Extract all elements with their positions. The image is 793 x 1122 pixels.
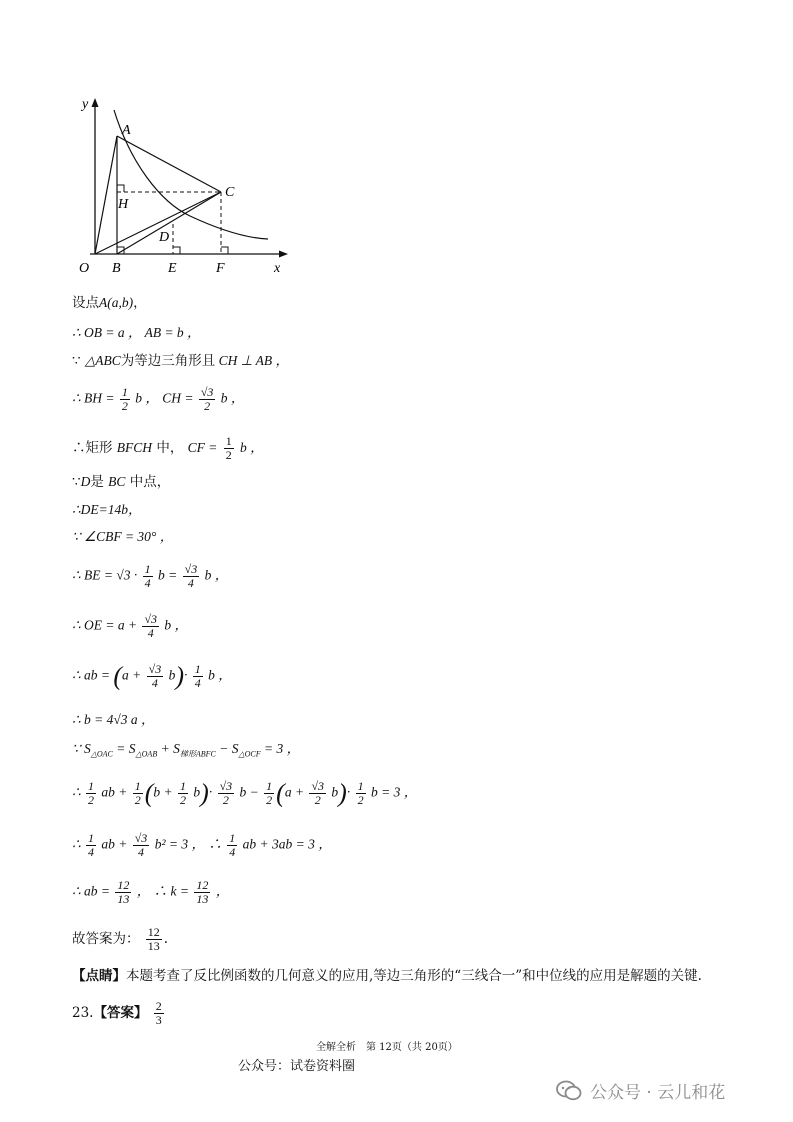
step-3-because: ∵ <box>72 353 85 369</box>
comment-text: 本题考查了反比例函数的几何意义的应用,等边三角形的“三线合一”和中位线的应用是解题的关键. <box>126 968 702 984</box>
step-1-text: 设点 <box>72 295 99 311</box>
fraction-one-half: $\frac{1}{2}$ <box>225 434 232 462</box>
fraction-twelve-thirteenths: $\frac{12}{13}$ <box>147 925 160 953</box>
step-10-part-b: b ， <box>164 617 189 633</box>
subscript-trapezoid: 梯形ABFC <box>179 749 216 759</box>
fraction-root3-over-4: $\frac{√3}{4}$ <box>144 612 158 640</box>
step-15-part-b: ab + <box>101 836 128 852</box>
step-12: ∴ b = 4√3 a ， <box>72 712 155 727</box>
step-5-part-d: CF = <box>187 440 218 455</box>
fraction-one-quarter: $\frac{1}{4}$ <box>144 562 151 590</box>
fraction-twelve-thirteenths: $\frac{12}{13}$ <box>196 878 209 906</box>
step-7: ∴DE=14b， <box>72 502 142 517</box>
geometry-figure <box>70 92 300 282</box>
fraction-root3-over-2: $\frac{√3}{2}$ <box>311 779 325 807</box>
step-8: ∵ ∠CBF = 30° ， <box>72 529 174 544</box>
comment-tag: 【点睛】 <box>72 968 126 984</box>
step-5-part-a: ∴矩形 <box>72 440 113 456</box>
step-11-part-b: a + <box>122 667 142 683</box>
label-A: A <box>122 123 131 138</box>
step-16 <box>72 879 229 906</box>
step-11-dot: · <box>184 667 188 683</box>
right-angle-H <box>117 185 124 192</box>
step-4-part-a: ∴ BH = <box>72 390 115 406</box>
fraction-root3-over-4: $\frac{√3}{4}$ <box>184 562 198 590</box>
step-14-dot: · <box>208 784 213 800</box>
step-6-segment: BC <box>108 474 126 489</box>
step-6 <box>72 472 170 492</box>
step-11-part-c: b <box>168 667 176 683</box>
final-answer <box>72 926 168 953</box>
step-16-part-a: ∴ ab = <box>72 883 110 899</box>
label-E: E <box>168 261 177 276</box>
answer-tag: 【答案】 <box>93 1005 148 1021</box>
label-O: O <box>79 261 90 276</box>
step-2: ∴ OB = a ， AB = b ， <box>72 325 201 340</box>
step-13-part-d: − S <box>215 741 239 756</box>
comment-line <box>72 966 702 986</box>
step-15 <box>72 832 332 859</box>
step-5 <box>72 435 264 462</box>
step-14-dot-2: · <box>346 784 351 800</box>
y-axis-arrow <box>92 98 99 107</box>
step-14-part-c: b + <box>153 784 173 800</box>
x-axis-arrow <box>279 251 288 258</box>
label-H: H <box>118 197 129 212</box>
fraction-twelve-thirteenths: $\frac{12}{13}$ <box>117 878 130 906</box>
step-14-part-g: a + <box>284 784 305 800</box>
step-4-part-c: b ， <box>220 390 245 406</box>
fraction-root3-over-4: $\frac{√3}{4}$ <box>134 831 148 859</box>
open-paren: ( <box>144 778 154 808</box>
fraction-root3-over-2: $\frac{√3}{2}$ <box>219 779 233 807</box>
step-1-suffix: ， <box>133 295 147 311</box>
step-3-expr: CH ⊥ AB ， <box>215 353 290 368</box>
fraction-one-half: $\frac{1}{2}$ <box>180 779 187 807</box>
step-11-part-e: b ， <box>208 667 232 683</box>
watermark-text: 公众号 · 云儿和花 <box>590 1083 726 1103</box>
right-angle-E <box>173 247 180 254</box>
step-13-part-c: + S <box>157 741 180 756</box>
label-B: B <box>112 261 121 276</box>
step-14-part-j: b = 3 ， <box>370 784 418 800</box>
step-15-part-d: ab + 3ab = 3 ， <box>242 836 332 852</box>
step-10-part-a: ∴ OE = a + <box>72 617 138 633</box>
step-9-part-a: ∴ BE = √3 · <box>72 567 138 583</box>
step-9-part-c: b ， <box>204 567 229 583</box>
final-answer-label: 故答案为： <box>72 931 140 947</box>
fraction-root3-over-2: $\frac{√3}{2}$ <box>200 385 214 413</box>
step-13-part-b: = S <box>112 741 136 756</box>
step-13-part-e: = 3 ， <box>260 741 301 756</box>
step-16-part-b: ， ∴ k = <box>136 883 189 899</box>
close-paren: ) <box>175 661 185 691</box>
next-question <box>72 1000 166 1027</box>
open-paren: ( <box>113 661 122 691</box>
close-paren: ) <box>200 778 209 808</box>
step-5-rect-name: BFCH <box>116 440 153 455</box>
open-paren: ( <box>276 778 285 808</box>
fraction-one-quarter: $\frac{1}{4}$ <box>87 831 94 859</box>
fraction-one-quarter: $\frac{1}{4}$ <box>194 662 201 690</box>
label-F: F <box>216 261 225 276</box>
step-15-therefore: ∴ <box>72 836 81 852</box>
wechat-icon <box>556 1080 582 1102</box>
step-6-midpoint: 中点， <box>129 474 171 490</box>
fraction-one-half: $\frac{1}{2}$ <box>266 779 273 807</box>
subscript-oab: △OAB <box>135 749 158 759</box>
step-14-part-f: b − <box>239 784 259 800</box>
segment-OC <box>95 192 221 254</box>
step-14-part-h: b <box>331 784 339 800</box>
subscript-oac: △OAC <box>90 749 113 759</box>
step-13 <box>72 739 300 765</box>
step-11 <box>72 663 232 690</box>
fraction-one-half: $\frac{1}{2}$ <box>357 779 364 807</box>
step-1 <box>72 293 147 313</box>
label-C: C <box>225 185 235 200</box>
segment-OA <box>95 136 117 254</box>
step-4 <box>72 386 244 413</box>
hyperbola-curve <box>114 110 268 239</box>
subscript-ocf: △OCF <box>238 749 261 759</box>
step-3-text: 为等边三角形且 <box>120 353 216 369</box>
final-answer-period: . <box>163 931 169 947</box>
watermark <box>556 1078 725 1103</box>
step-15-part-c: b² = 3 ， ∴ <box>154 836 222 852</box>
step-10 <box>72 613 188 640</box>
step-5-part-c: 中， <box>156 440 184 456</box>
step-3-triangle: △ABC <box>84 353 121 368</box>
label-y: y <box>82 97 89 112</box>
step-13-part-a: ∵ S <box>72 741 91 756</box>
fraction-root3-over-4: $\frac{√3}{4}$ <box>148 662 162 690</box>
step-14-therefore: ∴ <box>72 784 81 800</box>
fraction-one-half: $\frac{1}{2}$ <box>87 779 94 807</box>
step-4-part-b: b ， CH = <box>135 390 194 406</box>
fraction-one-half: $\frac{1}{2}$ <box>134 779 141 807</box>
step-14-part-d: b <box>193 784 201 800</box>
step-6-point: D <box>80 474 91 489</box>
step-9 <box>72 563 228 590</box>
right-angle-F <box>221 247 228 254</box>
label-D: D <box>159 230 170 245</box>
page-footer: 全解全析 第 12页（共 20页） <box>316 1042 458 1053</box>
segment-AC <box>117 136 221 192</box>
question-number: 23. <box>72 1005 94 1021</box>
step-9-part-b: b = <box>157 567 178 583</box>
step-11-part-a: ∴ ab = <box>72 667 110 683</box>
step-6-because: ∵ <box>72 474 81 490</box>
fraction-two-thirds: $\frac{2}{3}$ <box>155 999 162 1027</box>
fraction-one-half: $\frac{1}{2}$ <box>121 385 128 413</box>
step-16-part-c: ， <box>215 883 230 899</box>
step-6-is: 是 <box>90 474 104 490</box>
account-label: 公众号：试卷资料圈 <box>238 1059 356 1074</box>
close-paren: ) <box>338 778 347 808</box>
step-1-expr: A(a,b) <box>99 295 134 310</box>
step-3 <box>72 351 289 371</box>
label-x: x <box>274 261 281 276</box>
step-14 <box>72 780 417 807</box>
step-5-part-e: b ， <box>239 440 264 455</box>
fraction-one-quarter: $\frac{1}{4}$ <box>229 831 236 859</box>
step-14-part-b: ab + <box>101 784 128 800</box>
